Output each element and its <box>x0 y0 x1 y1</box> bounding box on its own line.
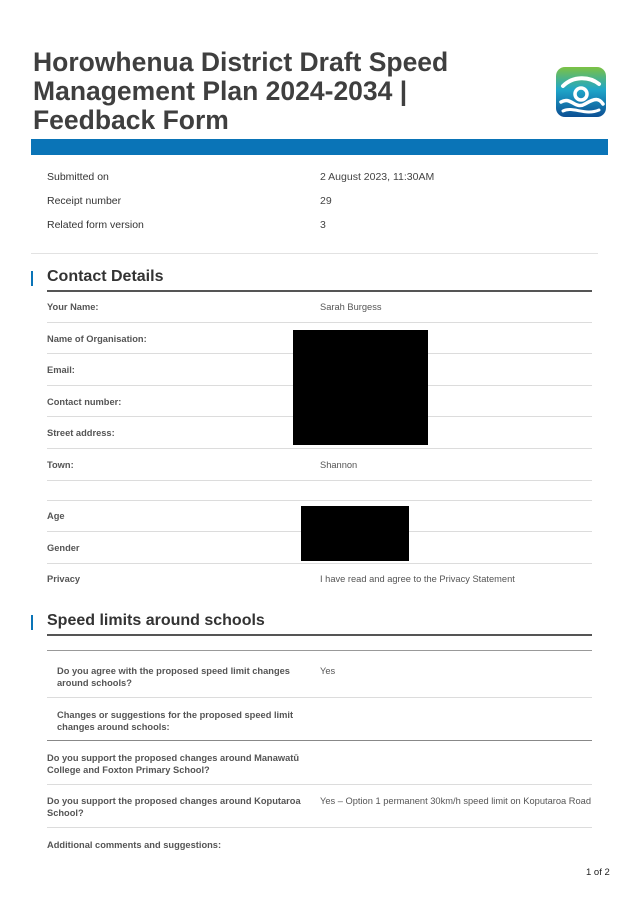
contact-section-header <box>31 268 592 294</box>
redaction-block <box>301 506 409 561</box>
header-bar <box>31 139 608 155</box>
row-divider <box>47 500 592 501</box>
title-line: Horowhenua District Draft Speed <box>33 47 449 77</box>
field-label: Name of Organisation: <box>47 334 147 344</box>
redaction-block <box>293 330 428 445</box>
answer-koputaroa-school: Yes – Option 1 permanent 30km/h speed limit on Koputaroa Road <box>320 796 591 806</box>
question-koputaroa-school: Do you support the proposed changes around Koputaroa School? <box>47 796 301 818</box>
section-accent <box>31 271 33 286</box>
schools-section-header <box>31 612 592 638</box>
field-label: Gender <box>47 543 80 553</box>
field-value: I have read and agree to the Privacy Statement <box>320 574 515 584</box>
meta-divider <box>31 253 598 254</box>
section-rule <box>47 290 592 292</box>
row-divider <box>47 448 592 449</box>
field-label: Email: <box>47 365 75 375</box>
receipt-value: 29 <box>320 195 332 207</box>
question-additional-comments: Additional comments and suggestions: <box>47 840 222 850</box>
section-heading: Speed limits around schools <box>47 612 265 629</box>
row-divider <box>47 697 592 698</box>
field-label: Age <box>47 511 65 521</box>
row-divider <box>47 650 592 651</box>
field-label: Town: <box>47 460 74 470</box>
section-rule <box>47 634 592 636</box>
version-value: 3 <box>320 219 326 231</box>
submitted-value: 2 August 2023, 11:30AM <box>320 171 435 183</box>
page-title <box>33 48 473 135</box>
row-divider <box>47 827 592 828</box>
row-divider <box>47 480 592 481</box>
question-suggestions-schools: Changes or suggestions for the proposed speed limit changes around schools: <box>57 710 294 732</box>
field-value: Shannon <box>320 460 358 470</box>
answer-agree-schools: Yes <box>320 666 336 676</box>
field-value: Sarah Burgess <box>320 302 382 312</box>
title-line: Management Plan 2024-2034 | <box>33 76 408 106</box>
field-label: Contact number: <box>47 397 122 407</box>
row-divider <box>47 784 592 785</box>
row-divider <box>47 740 592 741</box>
row-divider <box>47 563 592 564</box>
page-number: 1 of 2 <box>586 867 610 878</box>
question-agree-schools: Do you agree with the proposed speed limit changes around schools? <box>57 666 290 688</box>
horowhenua-council-logo-icon <box>555 66 607 118</box>
question-manawatu-college: Do you support the proposed changes around Manawatū College and Foxton Primary School? <box>47 753 300 775</box>
receipt-label: Receipt number <box>47 195 122 207</box>
row-divider <box>47 322 592 323</box>
submitted-label: Submitted on <box>47 171 109 183</box>
version-label: Related form version <box>47 219 144 231</box>
section-accent <box>31 615 33 630</box>
field-label: Privacy <box>47 574 81 584</box>
field-label: Street address: <box>47 428 115 438</box>
field-label: Your Name: <box>47 302 99 312</box>
section-heading: Contact Details <box>47 268 164 285</box>
title-line: Feedback Form <box>33 105 229 135</box>
